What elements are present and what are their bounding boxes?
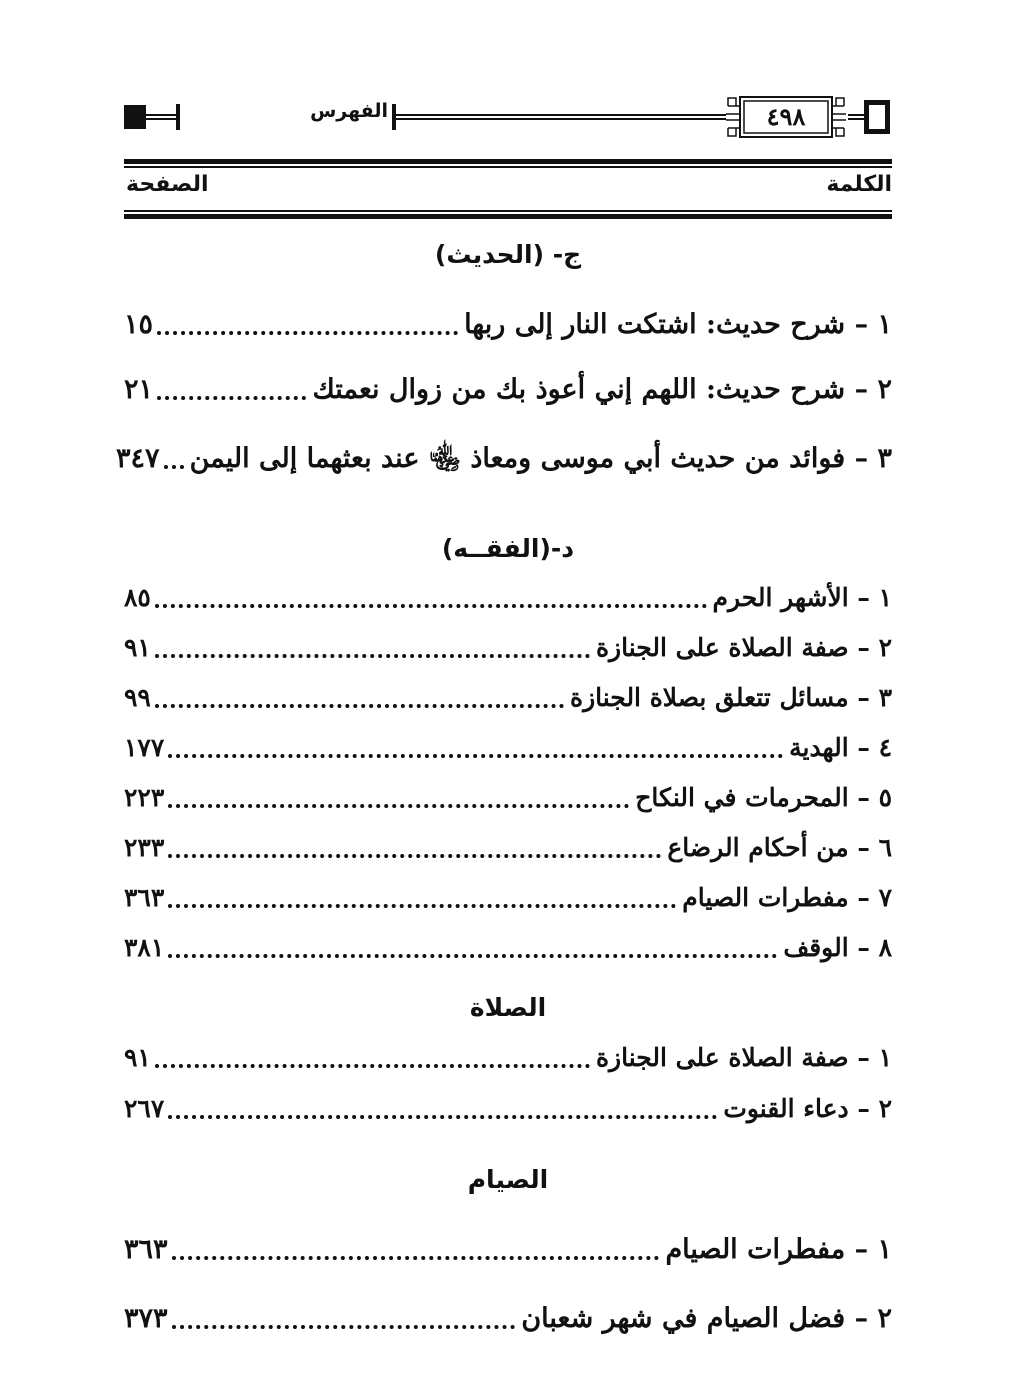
toc-entry	[124, 1228, 892, 1272]
dot-leader	[168, 804, 629, 808]
entry-page: ١٥	[124, 309, 154, 340]
dot-leader	[168, 904, 676, 908]
header-square-ornament	[864, 100, 890, 134]
entry-title: ٢ – دعاء القنوت	[723, 1094, 892, 1123]
table-top-rule-thin	[124, 166, 892, 168]
toc-entry	[124, 1087, 892, 1131]
dot-leader	[172, 1256, 660, 1260]
entry-page: ٩١	[124, 633, 151, 662]
dot-leader	[155, 704, 564, 708]
entry-title: ٣ – مسائل تتعلق بصلاة الجنازة	[569, 683, 892, 712]
toc-entry	[124, 676, 892, 720]
entry-page: ٣٧٣	[124, 1303, 168, 1334]
dot-leader	[155, 1064, 590, 1068]
toc-entry	[124, 626, 892, 670]
column-label-page: الصفحة	[126, 172, 209, 197]
entry-title: ٥ – المحرمات في النكاح	[635, 783, 892, 812]
column-label-word: الكلمة	[826, 172, 892, 197]
entry-title: ٧ – مفطرات الصيام	[682, 883, 892, 912]
toc-entry	[124, 926, 892, 970]
entry-title: ٨ – الوقف	[783, 933, 892, 962]
entry-title: ٣ – فوائد من حديث أبي موسى ومعاذ ﵄ عند بعثهما إلى اليمن	[189, 443, 892, 474]
toc-entry	[124, 776, 892, 820]
toc-entry	[124, 726, 892, 770]
dot-leader	[172, 1325, 516, 1329]
toc-entry	[124, 1297, 892, 1341]
toc-entry	[124, 826, 892, 870]
header-rule	[848, 114, 864, 120]
header-rule	[396, 114, 726, 120]
running-header	[124, 92, 892, 142]
running-header-title: الفهرس	[310, 100, 388, 122]
entry-page: ٢١	[124, 374, 154, 405]
entry-title: ١ – الأشهر الحرم	[712, 583, 892, 612]
dot-leader	[168, 754, 783, 758]
header-rule	[146, 114, 176, 120]
entry-title: ٢ – شرح حديث: اللهم إني أعوذ بك من زوال نعمتك	[312, 374, 892, 405]
section-heading-salah: الصلاة	[469, 993, 547, 1022]
header-ornament-bar	[176, 104, 180, 130]
dot-leader	[168, 1115, 717, 1119]
header-ornament-block	[124, 105, 146, 129]
section-heading-hadith: ج- (الحديث)	[434, 240, 582, 269]
entry-page: ٣٦٣	[124, 883, 165, 912]
entry-page: ٢٢٣	[124, 783, 165, 812]
dot-leader	[155, 654, 590, 658]
page-number-frame	[724, 92, 848, 142]
page-number: ٤٩٨	[766, 102, 806, 131]
toc-entry	[116, 437, 892, 481]
entry-page: ٩٩	[124, 683, 151, 712]
dot-leader	[157, 396, 306, 400]
entry-title: ٤ – الهدية	[789, 733, 892, 762]
toc-entry	[124, 303, 892, 347]
dot-leader	[168, 854, 661, 858]
section-heading-siyam: الصيام	[467, 1165, 549, 1194]
entry-title: ٢ – فضل الصيام في شهر شعبان	[521, 1303, 892, 1334]
entry-title: ١ – شرح حديث: اشتكت النار إلى ربها	[464, 309, 892, 340]
entry-page: ٩١	[124, 1043, 151, 1072]
entry-page: ١٧٧	[124, 733, 165, 762]
entry-page: ٢٦٧	[124, 1094, 165, 1123]
table-top-rule	[124, 159, 892, 164]
entry-page: ٢٣٣	[124, 833, 165, 862]
table-header-rule-thin	[124, 210, 892, 212]
entry-page: ٣٦٣	[124, 1234, 168, 1265]
section-heading-fiqh: د-(الفقــه)	[441, 534, 575, 563]
entry-title: ٦ – من أحكام الرضاع	[667, 833, 892, 862]
entry-title: ١ – مفطرات الصيام	[665, 1234, 892, 1265]
dot-leader	[164, 465, 184, 469]
dot-leader	[155, 604, 707, 608]
dot-leader	[168, 954, 777, 958]
toc-entry	[124, 368, 892, 412]
entry-page: ٨٥	[124, 583, 151, 612]
entry-title: ١ – صفة الصلاة على الجنازة	[595, 1043, 892, 1072]
toc-entry	[124, 576, 892, 620]
entry-page: ٣٨١	[124, 933, 165, 962]
dot-leader	[157, 331, 458, 335]
entry-title: ٢ – صفة الصلاة على الجنازة	[595, 633, 892, 662]
toc-entry	[124, 876, 892, 920]
toc-entry	[124, 1036, 892, 1080]
entry-page: ٣٤٧	[116, 443, 160, 474]
table-header-rule	[124, 214, 892, 219]
